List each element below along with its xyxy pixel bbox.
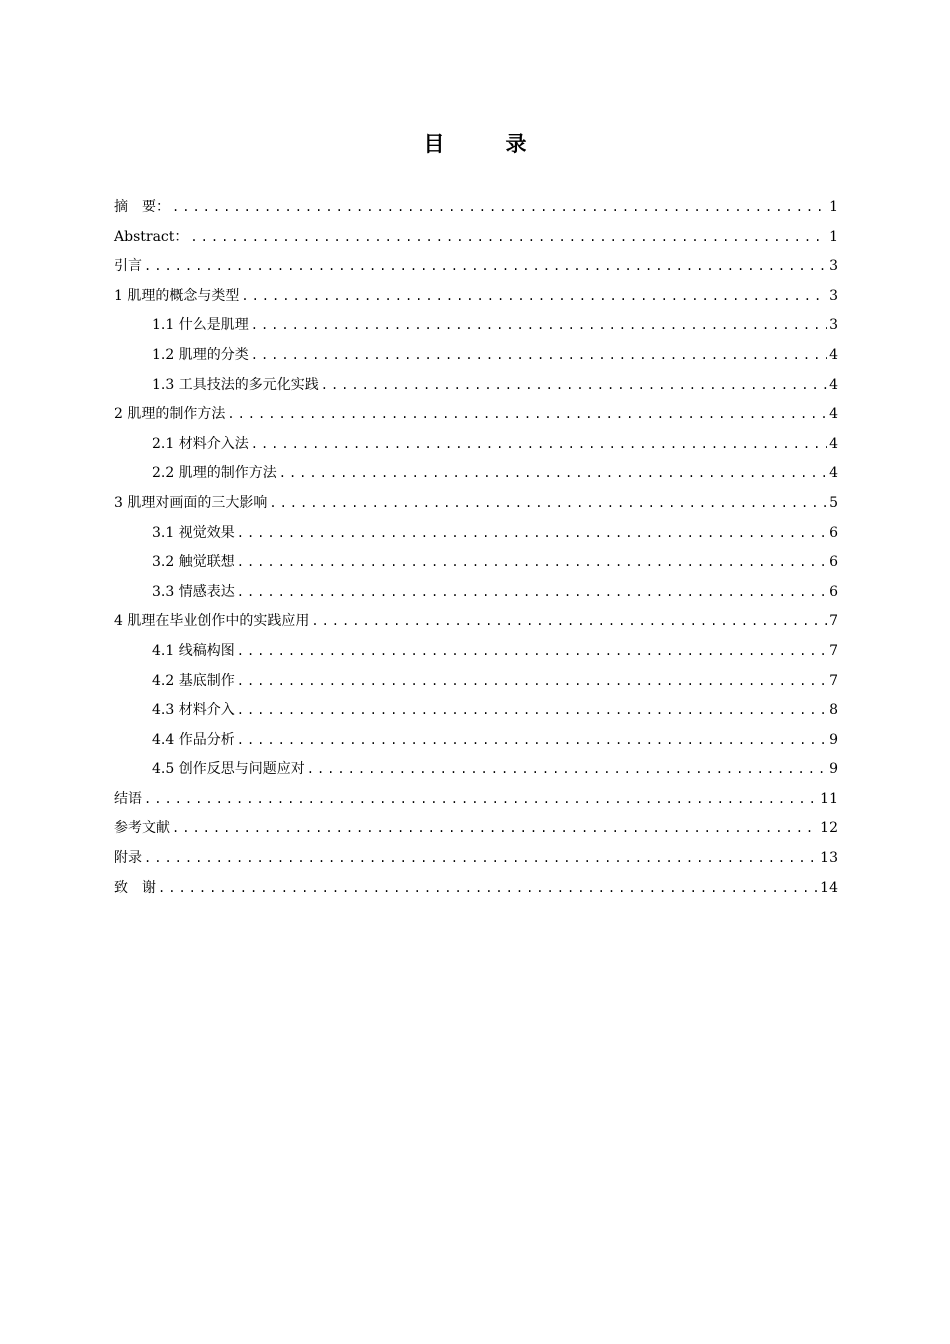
toc-entry-label: 4.4 作品分析 <box>152 731 235 748</box>
toc-entry-label: 致 谢 <box>114 879 156 896</box>
toc-entry-abstract-cn[interactable] <box>114 193 838 223</box>
toc-entry-acknowledgements[interactable] <box>114 874 838 904</box>
toc-entry-page: 4 <box>829 435 838 452</box>
toc-entry-chapter-3[interactable] <box>114 489 838 519</box>
toc-entry-section-1-1[interactable] <box>114 311 838 341</box>
toc-dot-leader <box>237 667 827 697</box>
toc-dot-leader <box>144 785 818 815</box>
toc-entry-label: 摘 要： <box>114 199 170 215</box>
toc-entry-label: 1 肌理的概念与类型 <box>114 287 240 304</box>
toc-dot-leader <box>237 578 827 608</box>
toc-entry-label: 2.2 肌理的制作方法 <box>152 465 277 482</box>
toc-dot-leader <box>144 252 827 282</box>
toc-entry-page: 9 <box>829 761 838 778</box>
toc-dot-leader <box>144 844 818 874</box>
toc-entry-page: 1 <box>829 228 838 245</box>
toc-entry-section-2-1[interactable] <box>114 430 838 460</box>
toc-entry-page: 6 <box>829 524 838 541</box>
toc-entry-introduction[interactable] <box>114 252 838 282</box>
toc-entry-label: 4 肌理在毕业创作中的实践应用 <box>114 613 310 630</box>
toc-entry-page: 3 <box>829 317 838 334</box>
toc-dot-leader <box>190 223 827 253</box>
toc-entry-page: 8 <box>829 702 838 719</box>
toc-entry-abstract-en[interactable] <box>114 223 838 253</box>
toc-entry-label: 4.2 基底制作 <box>152 672 235 689</box>
toc-entry-chapter-1[interactable] <box>114 282 838 312</box>
toc-dot-leader <box>251 430 827 460</box>
page-title: 目 录 <box>423 132 547 156</box>
toc-entry-page: 7 <box>829 642 838 659</box>
toc-entry-section-4-4[interactable] <box>114 726 838 756</box>
toc-entry-label: 2 肌理的制作方法 <box>114 406 226 423</box>
toc-entry-label: 3 肌理对画面的三大影响 <box>114 494 268 511</box>
toc-entry-section-3-3[interactable] <box>114 578 838 608</box>
toc-entry-section-3-2[interactable] <box>114 548 838 578</box>
toc-dot-leader <box>237 548 827 578</box>
toc-entry-page: 7 <box>829 613 838 630</box>
toc-dot-leader <box>237 726 827 756</box>
toc-entry-label: 1.1 什么是肌理 <box>152 317 249 334</box>
toc-entry-section-4-5[interactable] <box>114 755 838 785</box>
toc-entry-section-4-3[interactable] <box>114 696 838 726</box>
toc-entry-label: 3.3 情感表达 <box>152 583 235 600</box>
toc-dot-leader <box>307 755 827 785</box>
toc-dot-leader <box>172 814 818 844</box>
toc-entry-label: 4.1 线稿构图 <box>152 642 235 659</box>
toc-dot-leader <box>279 459 827 489</box>
toc-entry-label: Abstract： <box>114 228 189 245</box>
toc-dot-leader <box>237 696 827 726</box>
toc-entry-page: 6 <box>829 583 838 600</box>
toc-entry-label: 引言 <box>114 258 142 275</box>
toc-entry-label: 附录 <box>114 850 142 867</box>
toc-entry-page: 4 <box>829 376 838 393</box>
toc-entry-section-2-2[interactable] <box>114 459 838 489</box>
toc-entry-label: 3.2 触觉联想 <box>152 554 235 571</box>
toc-entry-conclusion[interactable] <box>114 785 838 815</box>
toc-dot-leader <box>237 519 827 549</box>
toc-entry-section-4-1[interactable] <box>114 637 838 667</box>
toc-entry-label: 1.3 工具技法的多元化实践 <box>152 376 319 393</box>
toc-entry-label: 结语 <box>114 790 142 807</box>
toc-entry-label: 2.1 材料介入法 <box>152 435 249 452</box>
toc-entry-section-1-2[interactable] <box>114 341 838 371</box>
toc-dot-leader <box>237 637 827 667</box>
toc-entry-label: 4.3 材料介入 <box>152 702 235 719</box>
toc-entry-section-3-1[interactable] <box>114 519 838 549</box>
toc-entry-references[interactable] <box>114 814 838 844</box>
toc-entry-page: 14 <box>820 879 838 896</box>
toc-dot-leader <box>269 489 827 519</box>
toc-entry-page: 7 <box>829 672 838 689</box>
toc-entry-page: 4 <box>829 465 838 482</box>
toc-entry-page: 5 <box>829 494 838 511</box>
toc-entry-page: 6 <box>829 554 838 571</box>
toc-entry-page: 1 <box>829 199 838 215</box>
toc-entry-page: 4 <box>829 406 838 423</box>
toc-entry-page: 9 <box>829 731 838 748</box>
toc-entry-appendix[interactable] <box>114 844 838 874</box>
table-of-contents <box>114 193 838 903</box>
toc-dot-leader <box>251 341 827 371</box>
toc-dot-leader <box>172 193 827 223</box>
toc-entry-label: 4.5 创作反思与问题应对 <box>152 761 305 778</box>
toc-entry-page: 13 <box>820 850 838 867</box>
toc-entry-section-4-2[interactable] <box>114 667 838 697</box>
toc-entry-label: 1.2 肌理的分类 <box>152 346 249 363</box>
toc-entry-label: 参考文献 <box>114 820 170 837</box>
toc-entry-page: 12 <box>820 820 838 837</box>
toc-dot-leader <box>321 371 827 401</box>
toc-entry-chapter-4[interactable] <box>114 607 838 637</box>
toc-dot-leader <box>311 607 827 637</box>
toc-entry-chapter-2[interactable] <box>114 400 838 430</box>
toc-dot-leader <box>241 282 827 312</box>
toc-dot-leader <box>227 400 827 430</box>
toc-entry-label: 3.1 视觉效果 <box>152 524 235 541</box>
toc-entry-page: 4 <box>829 346 838 363</box>
toc-entry-page: 3 <box>829 287 838 304</box>
toc-dot-leader <box>158 874 818 904</box>
toc-entry-section-1-3[interactable] <box>114 371 838 401</box>
toc-entry-page: 11 <box>820 790 838 807</box>
toc-dot-leader <box>251 311 827 341</box>
toc-entry-page: 3 <box>829 258 838 275</box>
